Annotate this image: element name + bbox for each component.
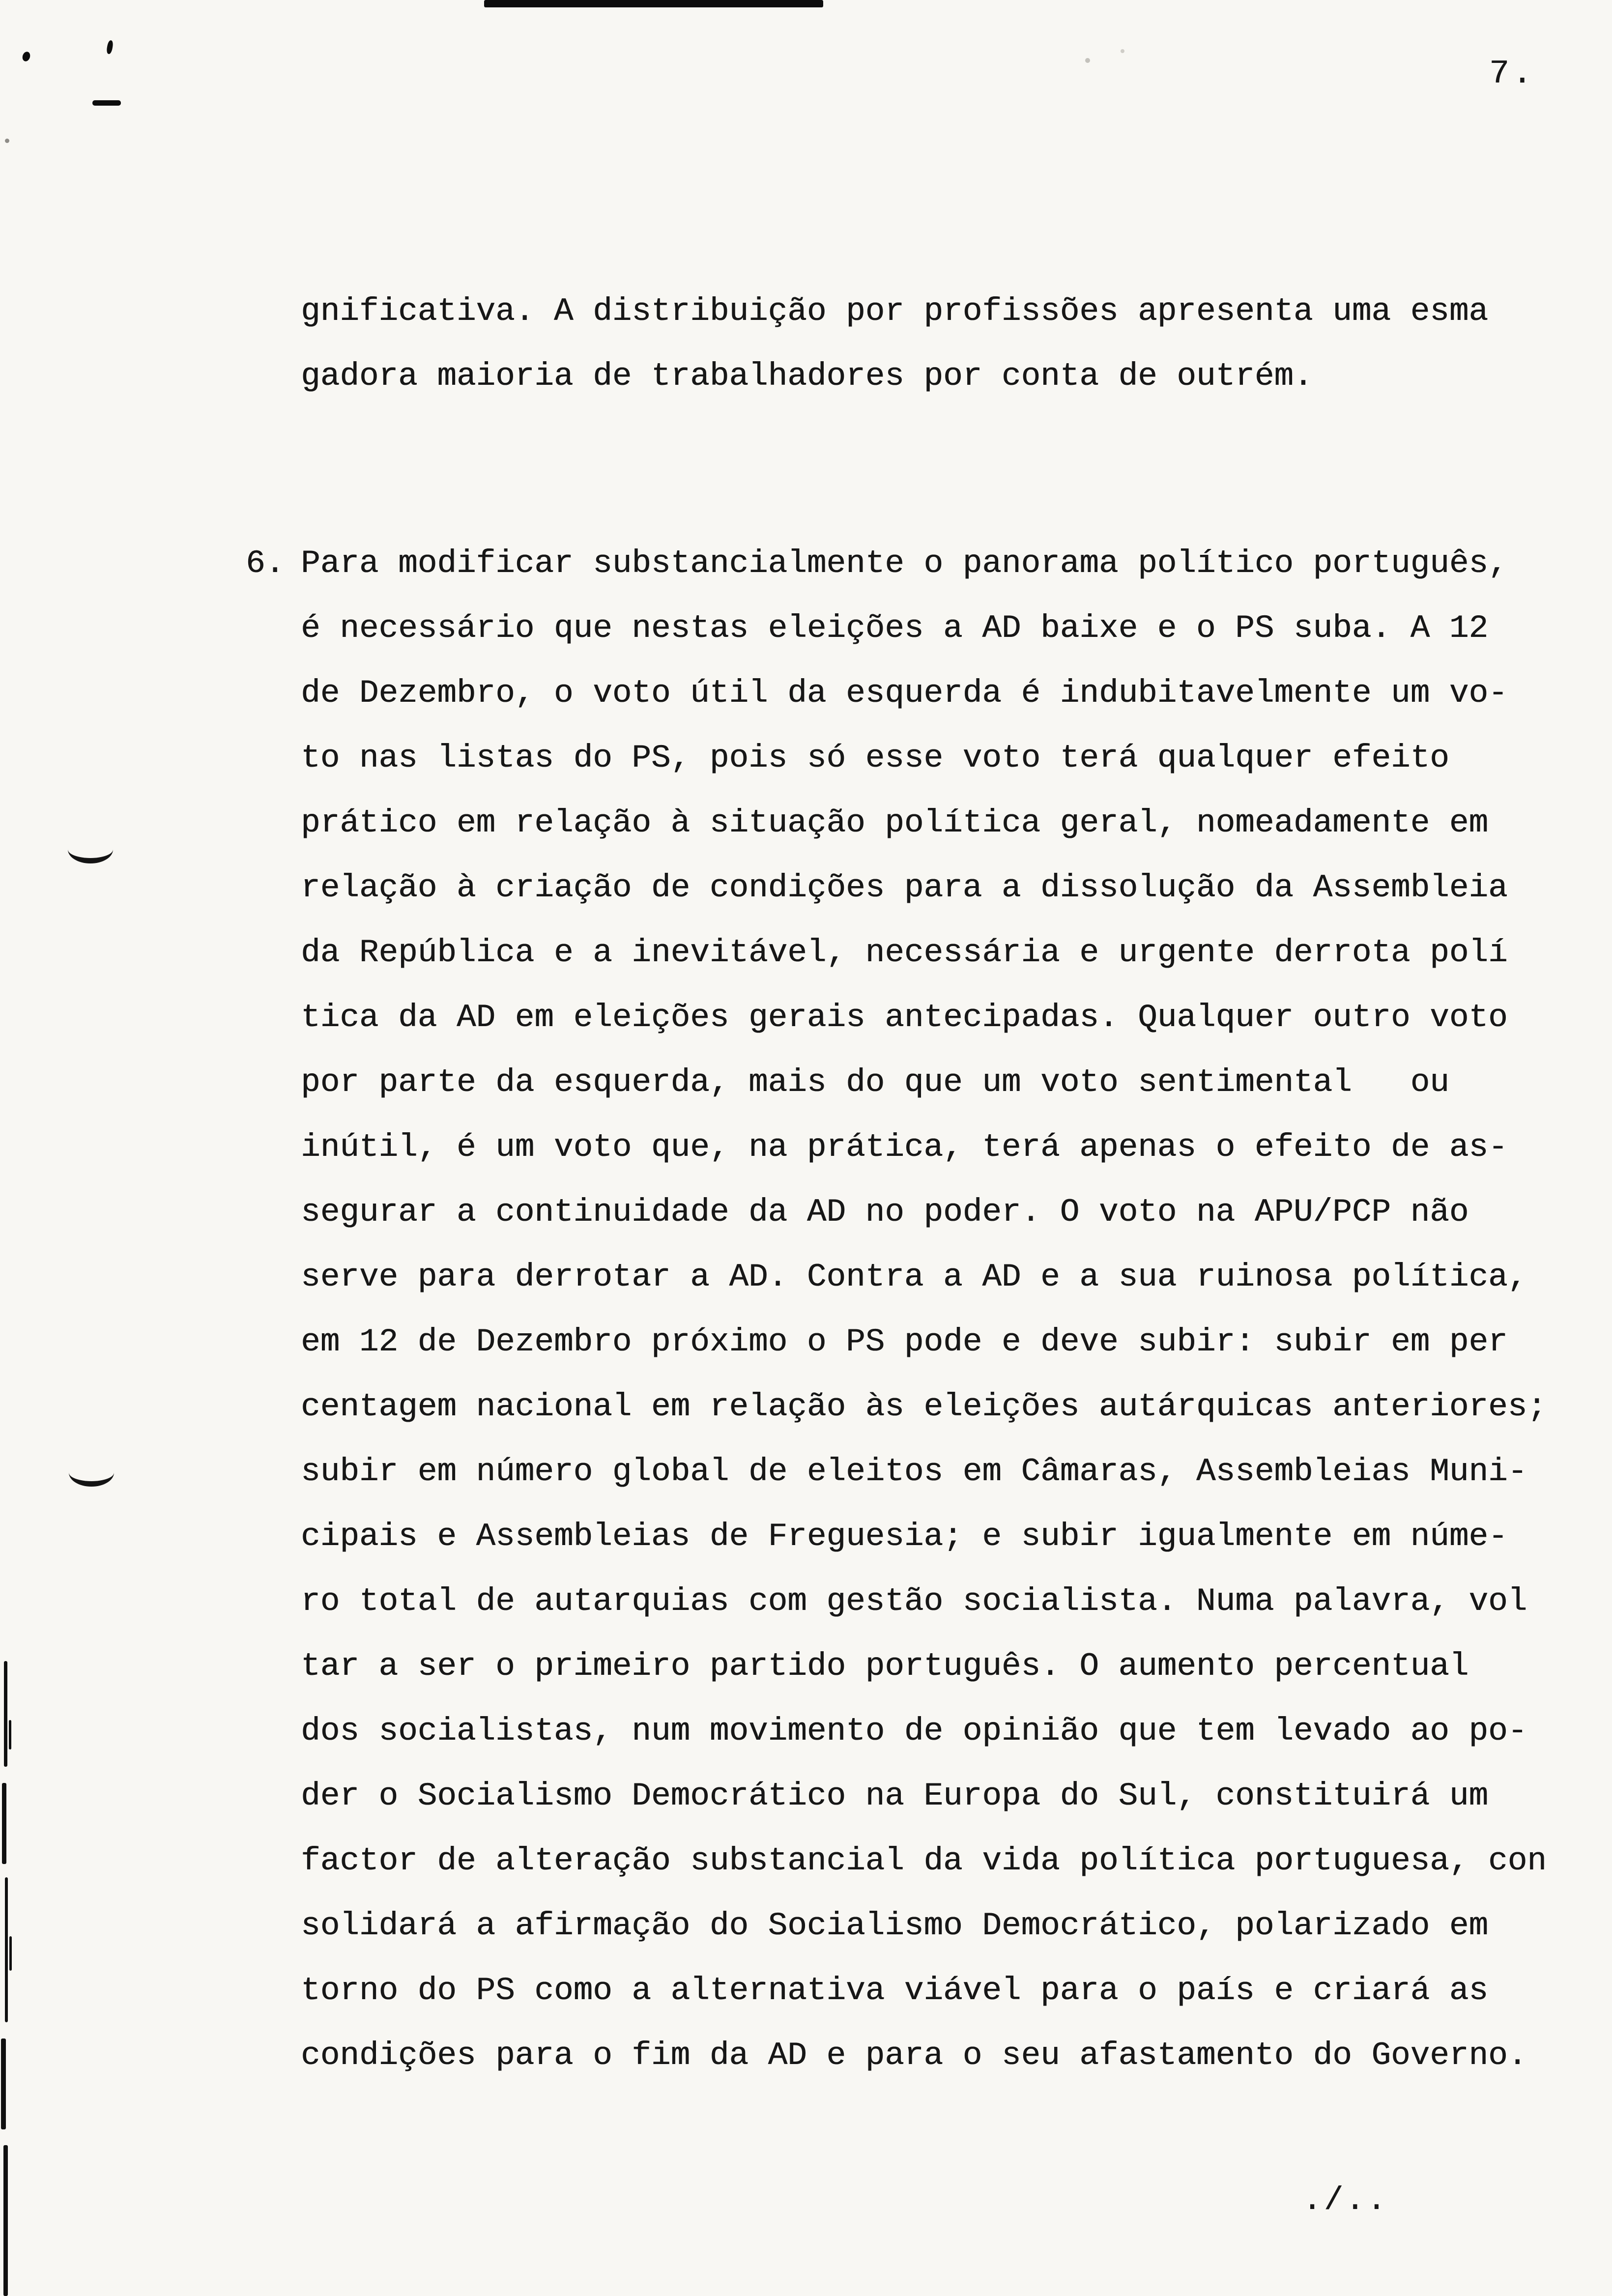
text-line: condições para o fim da AD e para o seu afastamento do Governo.	[301, 2037, 1527, 2074]
binding-streak	[2, 1783, 6, 1864]
text-line: relação à criação de condições para a dissolução da Assembleia	[301, 869, 1508, 906]
text-line: tica da AD em eleições gerais antecipadas. Qualquer outro voto	[301, 999, 1508, 1036]
text-line: torno do PS como a alternativa viável para o país e criará as	[301, 1972, 1488, 2009]
text-line: factor de alteração substancial da vida política portuguesa, con	[301, 1842, 1547, 1879]
text-line: der o Socialismo Democrático na Europa do Sul, constituirá um	[301, 1778, 1488, 1814]
text-line: inútil, é um voto que, na prática, terá apenas o efeito de as-	[301, 1129, 1508, 1166]
paragraph-continuation	[301, 279, 1579, 409]
item-number: 6.	[246, 545, 285, 582]
text-line: tar a ser o primeiro partido português. O aumento percentual	[301, 1648, 1469, 1685]
text-line: ro total de autarquias com gestão socialista. Numa palavra, vol	[301, 1583, 1527, 1620]
text-line: centagem nacional em relação às eleições autárquicas anteriores;	[301, 1388, 1547, 1425]
binding-streak	[4, 1661, 7, 1767]
text-line: subir em número global de eleitos em Câmaras, Assembleias Muni-	[301, 1453, 1527, 1490]
text-line: dos socialistas, num movimento de opinião que tem levado ao po-	[301, 1713, 1527, 1750]
text-line: gnificativa. A distribuição por profissões apresenta uma esma	[301, 293, 1488, 330]
text-line: prático em relação à situação política geral, nomeadamente em	[301, 804, 1488, 841]
scan-artifact-top-edge-line	[484, 0, 823, 7]
text-line: de Dezembro, o voto útil da esquerda é indubitavelmente um vo-	[301, 675, 1508, 712]
text-line: cipais e Assembleias de Freguesia; e subir igualmente em núme-	[301, 1518, 1508, 1555]
text-line: gadora maioria de trabalhadores por conta de outrém.	[301, 358, 1313, 395]
scan-artifact-binding-streaks	[0, 1661, 15, 2296]
scan-artifact-ink-dot	[21, 51, 31, 62]
handwritten-check-mark	[69, 1459, 114, 1487]
binding-streak	[1, 2038, 6, 2129]
binding-streak	[9, 1936, 12, 1971]
scan-artifact-tick-mark	[106, 40, 114, 54]
handwritten-check-mark	[68, 835, 113, 863]
text-line: por parte da esquerda, mais do que um voto sentimental ou	[301, 1064, 1449, 1101]
text-line: solidará a afirmação do Socialismo Democrático, polarizado em	[301, 1907, 1488, 1944]
text-line: segurar a continuidade da AD no poder. O voto na APU/PCP não	[301, 1194, 1469, 1231]
scan-artifact-smudge	[1121, 49, 1124, 53]
document-content	[246, 279, 1579, 2088]
scan-artifact-margin-dot	[5, 139, 9, 143]
continuation-mark: ./..	[1302, 2182, 1388, 2219]
text-line: em 12 de Dezembro próximo o PS pode e deve subir: subir em per	[301, 1323, 1508, 1360]
binding-streak	[9, 1720, 11, 1750]
binding-streak	[3, 2145, 8, 2296]
text-line: serve para derrotar a AD. Contra a AD e a sua ruinosa política,	[301, 1259, 1527, 1295]
text-line: Para modificar substancialmente o panorama político português,	[301, 545, 1508, 582]
binding-streak	[5, 1877, 8, 2022]
text-line: to nas listas do PS, pois só esse voto terá qualquer efeito	[301, 740, 1449, 776]
page-number: 7.	[1489, 55, 1535, 93]
paragraph-item-6	[246, 531, 1579, 2088]
text-line: é necessário que nestas eleições a AD baixe e o PS suba. A 12	[301, 610, 1488, 647]
scan-artifact-dash-mark	[92, 100, 121, 106]
scan-artifact-smudge	[1085, 58, 1090, 63]
text-line: da República e a inevitável, necessária e urgente derrota polí	[301, 934, 1508, 971]
